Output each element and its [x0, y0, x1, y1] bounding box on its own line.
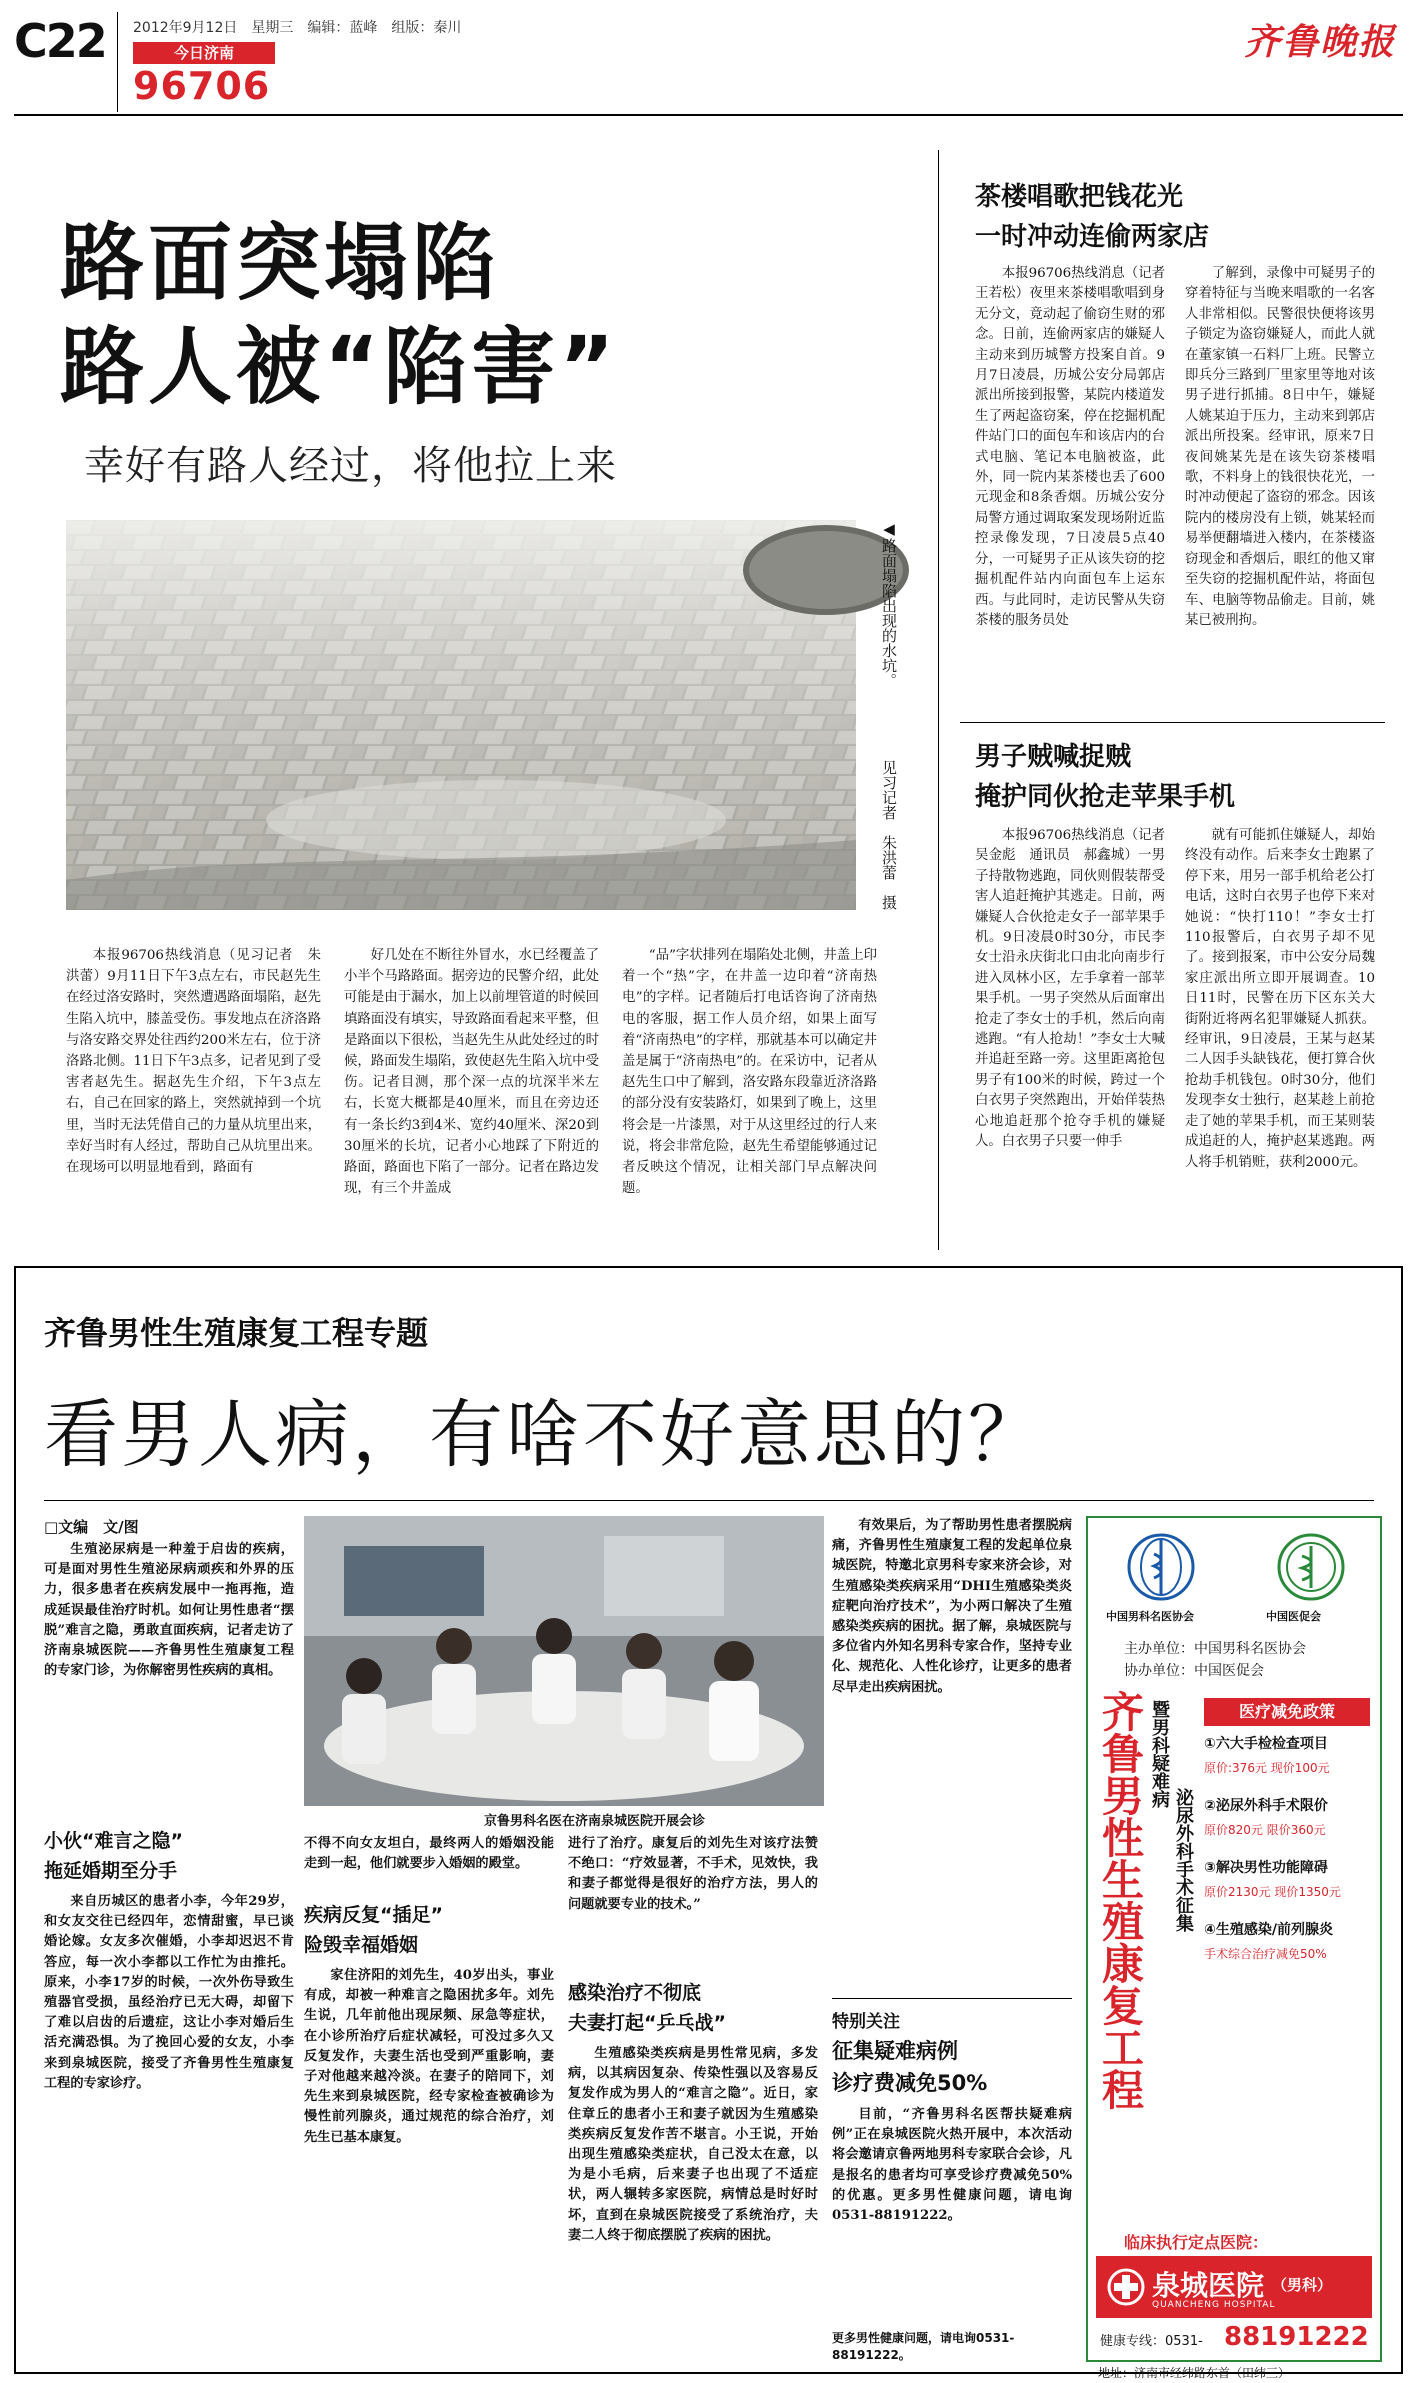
ad-big-title: 齐鲁男性生殖康复工程 — [1096, 1690, 1145, 2110]
policy-price: 原价820元 限价360元 — [1204, 1823, 1326, 1837]
header-rule — [14, 114, 1403, 116]
main-story-col3: “品”字状排列在塌陷处北侧，井盖上印着一个“热”字，在井盖一边印着“济南热电”的字样。记者随后打电话咨询了济南热电的客服，据工作人员介绍，如果上面写着“济南热电”的字样，那就基本可以确定井盖是属于“济南热电”的。在采访中，记者从赵先生口中了解到，洛安路东段靠近济洛路的部分没有安装路灯，如果到了晚上，这里将会是一片漆黑，对于从这里经过的行人来说，将会非常危险，赵先生希望能够通过记者反映这个情况，让相关部门早点解决问题。 — [622, 948, 877, 1197]
ad-subtitle-a: 暨男科疑难病 — [1149, 1700, 1170, 1808]
policy-item: ③解决男性功能障碍 — [1204, 1860, 1328, 1876]
doctors-meeting-image — [304, 1516, 824, 1806]
header-divider — [117, 12, 118, 112]
special-intro: 生殖泌尿病是一种羞于启齿的疾病，可是面对男性生殖泌尿病顽疾和外界的压力，很多患者在疾病发展中一拖再拖，造成延误最佳治疗时机。如何让男性患者“摆脱”难言之隐，勇敢直面疾病，记者走访了济南泉城医院——齐鲁男性生殖康复工程的专家门诊，为你解密男性疾病的真相。 — [44, 1542, 294, 1679]
hotline-number-ad: 88191222 — [1224, 2322, 1369, 2352]
policy-header: 医疗减免政策 — [1204, 1698, 1370, 1726]
ad-cohost: 协办单位：中国医促会 — [1124, 1663, 1264, 1679]
sinkhole-photo — [66, 520, 856, 910]
section-label: 今日济南 — [173, 44, 234, 62]
hospital-dept: （男科） — [1272, 2276, 1333, 2294]
masthead-logo: 齐鲁晚报 — [1244, 21, 1397, 63]
policy-price: 手术综合治疗减免50% — [1204, 1947, 1327, 1961]
notice-box-tail: 更多男性健康问题，请电询0531-88191222。 — [832, 2331, 1015, 2362]
header-meta: 2012年9月12日 星期三 编辑：蓝峰 组版：秦川 — [133, 20, 462, 36]
special-subhead-1: 小伙“难言之隐” — [44, 1830, 183, 1852]
story2-col1: 本报96706热线消息（记者 王若松）夜里来茶楼唱歌唱到身无分文，竟动起了偷窃生财的邪念。日前，连偷两家店的嫌疑人主动来到历城警方投案自首。9月7日凌晨，历城公安分局郭店派出所接到报警，某院内楼道发生了两起盗窃案，停在挖掘机配件站门口的面包车和该店内的台式电脑、笔记本电脑被盗，此外，同一院内某茶楼也丢了600元现金和8条香烟。历城公安分局警方通过调取案发现场附近监控录像发现，7日凌晨5点40分，一可疑男子正从该失窃的挖掘机配件站内向面包车上运东西。与此同时，走访民警从失窃茶楼的服务员处 — [975, 266, 1179, 628]
hospital-banner — [1096, 2256, 1372, 2318]
cpam-emblem-icon — [1276, 1532, 1346, 1602]
policy-item: ①六大手检检查项目 — [1204, 1736, 1328, 1752]
main-headline-line2: 路人被“陷害” — [60, 318, 619, 416]
main-story-col1: 本报96706热线消息（见习记者 朱洪蕾）9月11日下午3点左右，市民赵先生在经过洛安路时，突然遭遇路面塌陷，赵先生陷入坑中，膝盖受伤。事发地点在济洛路与洛安路交界处往西约200米左右，位于济洛路北侧。11日下午3点多，记者见到了受害者赵先生。据赵先生介绍，下午3点左右，自己在回家的路上，突然就掉到一个坑里，当时无法凭借自己的力量从坑里出来，幸好当时有人经过，帮助自己从坑里出来。在现场可以明显地看到，路面有 — [66, 948, 321, 1176]
special-col3-top: 进行了治疗。康复后的刘先生对该疗法赞不绝口：“疗效显著，不手术，见效快，我和妻子都觉得是很好的治疗方法，男人的问题就要专业的技术。” — [568, 1836, 818, 1912]
hospital-logo-icon — [1106, 2267, 1146, 2307]
special-headline: 看男人病，有啥不好意思的？ — [44, 1392, 1045, 1478]
hotline-label: 健康专线：0531- — [1100, 2334, 1203, 2349]
who-emblem-icon — [1126, 1532, 1196, 1602]
special-rule — [44, 1500, 1374, 1501]
meeting-photo-caption: 京鲁男科名医在济南泉城医院开展会诊 — [484, 1814, 706, 1829]
special-notice-box — [832, 1998, 1072, 2362]
story2-col2: 了解到，录像中可疑男子的穿着特征与当晚来唱歌的一名客人非常相似。民警很快便将该男子锁定为盗窃嫌疑人，而此人就在董家镇一石料厂上班。民警立即兵分三路到厂里家里等地对该男子进行抓捕。8日中午，嫌疑人姚某迫于压力，主动来到郭店派出所投案。经审讯，原来7日夜间姚某先是在该失窃茶楼唱歌，不料身上的钱很快花光，一时冲动便起了盗窃的邪念。因该院内的楼房没有上锁，姚某轻而易举便翻墙进入楼内，在茶楼盗窃现金和香烟后，眼红的他又窜至失窃的挖掘机配件站，将面包车、电脑等物品偷走。目前，姚某已被刑拘。 — [1185, 266, 1375, 628]
meeting-photo — [304, 1516, 824, 1806]
story-divider — [938, 150, 939, 1250]
special-subhead-3b: 夫妻打起“乒乓战” — [568, 2012, 726, 2034]
special-col4-top: 有效果后，为了帮助男性患者摆脱病痛，齐鲁男性生殖康复工程的发起单位泉城医院，特邀北京男科专家来济会诊，对生殖感染类疾病采用“DHI生殖感染类炎症靶向治疗技术”，为小两口解决了生殖感染类疾病的困扰。据了解，泉城医院与多位省内外知名男科专家合作，坚持专业化、规范化、人性化诊疗，让更多的患者尽早走出疾病困扰。 — [832, 1518, 1072, 1695]
special-subhead-2: 疾病反复“插足” — [304, 1904, 443, 1926]
policy-price: 原价2130元 现价1350元 — [1204, 1885, 1341, 1899]
policy-item: ④生殖感染/前列腺炎 — [1204, 1922, 1333, 1938]
story2-headline-line2: 一时冲动连偷两家店 — [975, 222, 1210, 252]
special-byline: □文编 文/图 — [44, 1518, 139, 1536]
hospital-address: 地址：济南市经纬路东首（田纬三） — [1098, 2366, 1291, 2380]
ad-host: 主办单位：中国男科名医协会 — [1124, 1641, 1306, 1657]
story2-headline-line1: 茶楼唱歌把钱花光 — [975, 182, 1184, 212]
ad-org1: 中国男科名医协会 — [1106, 1610, 1194, 1623]
page-code: C22 — [14, 14, 106, 68]
hospital-label: 临床执行定点医院： — [1124, 2233, 1269, 2252]
policy-price: 原价:376元 现价100元 — [1204, 1761, 1330, 1775]
hospital-name: 泉城医院 — [1152, 2269, 1265, 2302]
notice-box-body: 目前，“齐鲁男科名医帮扶疑难病例”正在泉城医院火热开展中，本次活动将会邀请京鲁两地男科专家联合会诊，凡是报名的患者均可享受诊疗费减免50%的优惠。更多男性健康问题，请电询0531-88191222。 — [832, 2107, 1072, 2224]
hospital-en: QUANCHENG HOSPITAL — [1152, 2300, 1276, 2310]
special-col2-top: 不得不向女友坦白，最终两人的婚姻没能走到一起，他们就要步入婚姻的殿堂。 — [304, 1836, 554, 1872]
section-badge — [133, 42, 275, 64]
ad-subtitle-b: 泌尿外科手术征集 — [1173, 1788, 1194, 1932]
wet-pavement-image — [66, 520, 856, 910]
story3-col1: 本报96706热线消息（记者 吴金彪 通讯员 郝鑫城）一男子持散物逃跑，同伙则假装帮受害人追赶掩护其逃走。日前，两嫌疑人合伙抢走女子一部苹果手机。9日凌晨0时30分，市民李女士沿永庆街北口由北向南步行进入凤林小区，左手拿着一部苹果手机。一男子突然从后面窜出抢走了李女士的手机，然后向南逃跑。“有人抢劫！”李女士大喊并追赶至路一旁。这里距离抢包男子有100米的时候，跨过一个白衣男子突然跑出，开始佯装热心地追赶那个抢夺手机的嫌疑人。白衣男子只要一伸手 — [975, 828, 1179, 1150]
notice-box-head2: 诊疗费减免50% — [832, 2071, 988, 2095]
story2-rule — [960, 722, 1385, 723]
main-headline-line1: 路面突塌陷 — [60, 214, 501, 312]
photo-credit: 见习记者 朱洪蕾 摄 — [880, 760, 898, 910]
notice-box-head: 征集疑难病例 — [832, 2039, 958, 2063]
notice-box-tag: 特别关注 — [832, 2012, 900, 2032]
special-col2-body: 家住济阳的刘先生，40岁出头，事业有成，却被一种难言之隐困扰多年。刘先生说，几年前他出现尿频、尿急等症状，在小诊所治疗后症状减轻，可没过多久又反复发作，夫妻生活也受到严重影响，妻子对他越来越冷淡。在妻子的陪同下，刘先生来到泉城医院，经专家检查被确诊为慢性前列腺炎，通过规范的综合治疗，刘先生已基本康复。 — [304, 1968, 554, 2145]
ad-panel — [1086, 1516, 1382, 2362]
special-subhead-3: 感染治疗不彻底 — [568, 1982, 702, 2004]
story3-col2: 就有可能抓住嫌疑人，却始终没有动作。后来李女士跑累了停下来，用另一部手机给老公打电话，这时白衣男子也停下来对她说：“快打110！”李女士打110报警后，白衣男子却不见了。接到报案，市中公安分局魏家庄派出所立即开展调查。10日11时，民警在历下区东关大街附近将两名犯罪嫌疑人抓获。经审讯，9日凌晨，王某与赵某二人因手头缺钱花，便打算合伙抢劫手机钱包。0时30分，他们发现李女士独行，赵某趁上前抢走了她的苹果手机，而王某则装成追赶的人，掩护赵某逃跑。两人将手机销赃，获利2000元。 — [1185, 828, 1375, 1170]
policy-item: ②泌尿外科手术限价 — [1204, 1798, 1328, 1814]
special-subhead-2b: 险毁幸福婚姻 — [304, 1934, 419, 1956]
main-story-col2: 好几处在不断往外冒水，水已经覆盖了小半个马路路面。据旁边的民警介绍，此处可能是由于漏水，加上以前埋管道的时候回填路面没有填实，导致路面看起来平整，但是路面以下很松，当赵先生从此处经过的时候，路面发生塌陷，致使赵先生陷入坑中受伤。记者目测，那个深一点的坑深半米左右，长宽大概都是40厘米，而且在旁边还有一条长约3到4米、宽约40厘米、深20到30厘米的长坑，记者小心地踩了下附近的路面，路面也下陷了一部分。记者在路边发现，有三个井盖成 — [344, 948, 599, 1197]
ad-org2: 中国医促会 — [1266, 1610, 1321, 1623]
special-subhead-1b: 拖延婚期至分手 — [44, 1860, 178, 1882]
special-section-title: 齐鲁男性生殖康复工程专题 — [44, 1314, 429, 1352]
photo-caption: ◀路面塌陷出现的水坑。 — [880, 520, 898, 688]
policy-list — [1204, 1732, 1370, 1966]
special-col1-body: 来自历城区的患者小李，今年29岁，和女友交往已经四年，恋情甜蜜，早已谈婚论嫁。女友多次催婚，小李却迟迟不肯答应，每一次小李都以工作忙为由推托。原来，小李17岁的时候，一次外伤导致生殖器官受损，虽经治疗已无大碍，却留下了难以启齿的后遗症，这让小李对婚后生活充满恐惧。为了挽回心爱的女友，小李来到泉城医院，接受了齐鲁男性生殖康复工程的专家诊疗。 — [44, 1894, 294, 2091]
main-subhead: 幸好有路人经过，将他拉上来 — [84, 443, 617, 489]
story3-headline-line1: 男子贼喊捉贼 — [975, 742, 1132, 772]
special-col3-body: 生殖感染类疾病是男性常见病，多发病，以其病因复杂、传染性强以及容易反复发作成为男人的“难言之隐”。近日，家住章丘的患者小王和妻子就因为生殖感染类疾病反复发作苦不堪言。小王说，开始出现生殖感染类症状，自己没太在意，以为是小毛病，后来妻子也出现了不适症状，两人辗转多家医院，病情总是时好时坏，直到在泉城医院接受了系统治疗，夫妻二人终于彻底摆脱了疾病的困扰。 — [568, 2046, 818, 2243]
hotline-number: 96706 — [133, 64, 271, 108]
story3-headline-line2: 掩护同伙抢走苹果手机 — [975, 782, 1236, 812]
